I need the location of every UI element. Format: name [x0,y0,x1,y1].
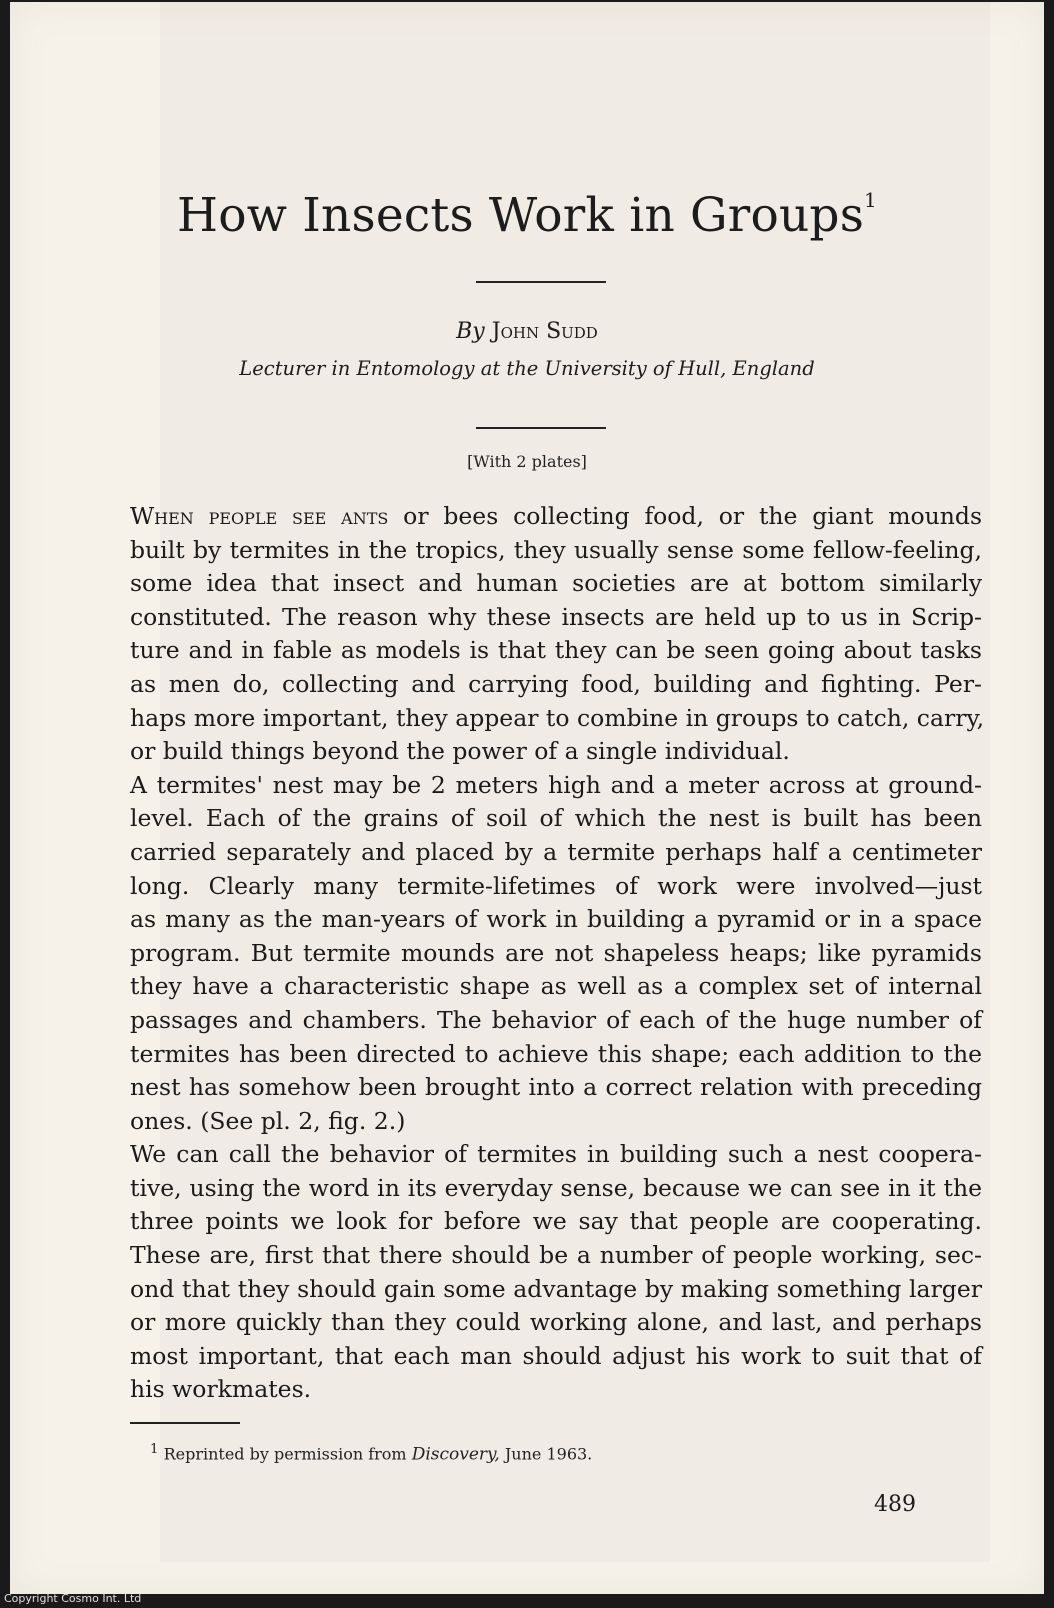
line-text: haps more important, they appear to combine in groups to catch, carry, [130,703,985,732]
line-text: or bees collecting food, or the giant mounds [388,502,982,530]
title-footnote-mark: 1 [864,188,877,212]
line-text: tive, using the word in its everyday sense, because we can see in it the [130,1173,982,1202]
paragraph [130,500,985,769]
footnote-date: June 1963. [504,1444,593,1464]
line-text: A termites' nest may be 2 meters high and a meter across at ground- [130,770,982,799]
line-text: passages and chambers. The behavior of each of the huge number of [130,1005,982,1034]
text-line [130,1138,982,1172]
line-text: nest has somehow been brought into a correct relation with preceding [130,1073,982,1102]
title-text: How Insects Work in Groups [177,188,865,243]
line-text: These are, first that there should be a number of people working, sec- [130,1241,982,1270]
footnote-mark: 1 [150,1442,159,1457]
text-line [130,500,982,534]
text-line [130,1038,982,1072]
paragraph [130,1138,982,1407]
line-text: as men do, collecting and carrying food, building and fighting. Per- [130,669,982,698]
author-affiliation: Lecturer in Entomology at the University of Hull, England [239,357,815,380]
line-text: termites has been directed to achieve this shape; each addition to the [130,1039,982,1068]
line-text: ond that they should gain some advantage by making something larger [130,1274,982,1303]
byline [10,319,1044,344]
text-line [130,634,982,668]
footnote-rule [130,1422,240,1424]
line-text: as many as the man-years of work in building a pyramid or in a space [130,905,982,934]
text-line [130,937,982,971]
text-line [130,1172,982,1206]
line-text: ones. (See pl. 2, fig. 2.) [130,1106,406,1135]
line-text: some idea that insect and human societies are at bottom similarly [130,569,982,598]
byline-rule [476,427,606,429]
text-line [130,1205,982,1239]
line-text: long. Clearly many termite-lifetimes of work were involved—just [130,871,982,900]
article-body [130,500,985,1407]
title-rule [476,281,606,283]
text-line [130,802,982,836]
line-text: or build things beyond the power of a single individual. [130,737,790,766]
page [10,2,1044,1594]
line-text: his workmates. [130,1375,312,1404]
line-text: they have a characteristic shape as well as a complex set of internal [130,972,982,1001]
text-line [130,836,982,870]
lead-in-smallcaps: When people see ants [130,502,389,530]
copyright-watermark: Copyright Cosmo Int. Ltd [4,1592,142,1605]
line-text: level. Each of the grains of soil of which the nest is built has been [130,804,982,833]
footnote [150,1442,592,1464]
text-line [130,1273,982,1307]
article-title [10,188,1044,243]
text-line [130,903,982,937]
text-line [130,567,982,601]
line-text: carried separately and placed by a termite perhaps half a centimeter [130,837,982,866]
line-text: built by termites in the tropics, they usually sense some fellow-feeling, [130,535,982,564]
footnote-source: Discovery, [411,1444,500,1465]
line-text: constituted. The reason why these insects are held up to us in Scrip- [130,602,982,631]
author-name: John Sudd [491,319,598,344]
plates-note: [With 2 plates] [467,452,587,471]
text-line [130,735,982,769]
line-text: We can call the behavior of termites in building such a nest coopera- [130,1140,982,1169]
text-line [130,1340,982,1374]
footnote-text: Reprinted by permission from [163,1444,407,1464]
page-number: 489 [874,1492,916,1517]
text-line [130,769,982,803]
text-line [130,1373,982,1407]
text-line [130,870,982,904]
byline-prefix: By [456,319,485,344]
text-line [130,601,982,635]
line-text: most important, that each man should adjust his work to suit that of [130,1341,982,1370]
text-line [130,1004,982,1038]
line-text: ture and in fable as models is that they can be seen going about tasks [130,636,982,665]
text-line [130,1239,982,1273]
text-line [130,1071,982,1105]
paragraph [130,769,982,1139]
line-text: program. But termite mounds are not shapeless heaps; like pyramids [130,938,982,967]
text-line [130,1306,982,1340]
text-line [130,668,982,702]
line-text: three points we look for before we say that people are cooperating. [130,1207,982,1236]
text-line [130,970,982,1004]
text-line [130,1105,982,1139]
text-line [130,534,982,568]
line-text: or more quickly than they could working alone, and last, and perhaps [130,1308,982,1337]
text-line [130,702,985,736]
